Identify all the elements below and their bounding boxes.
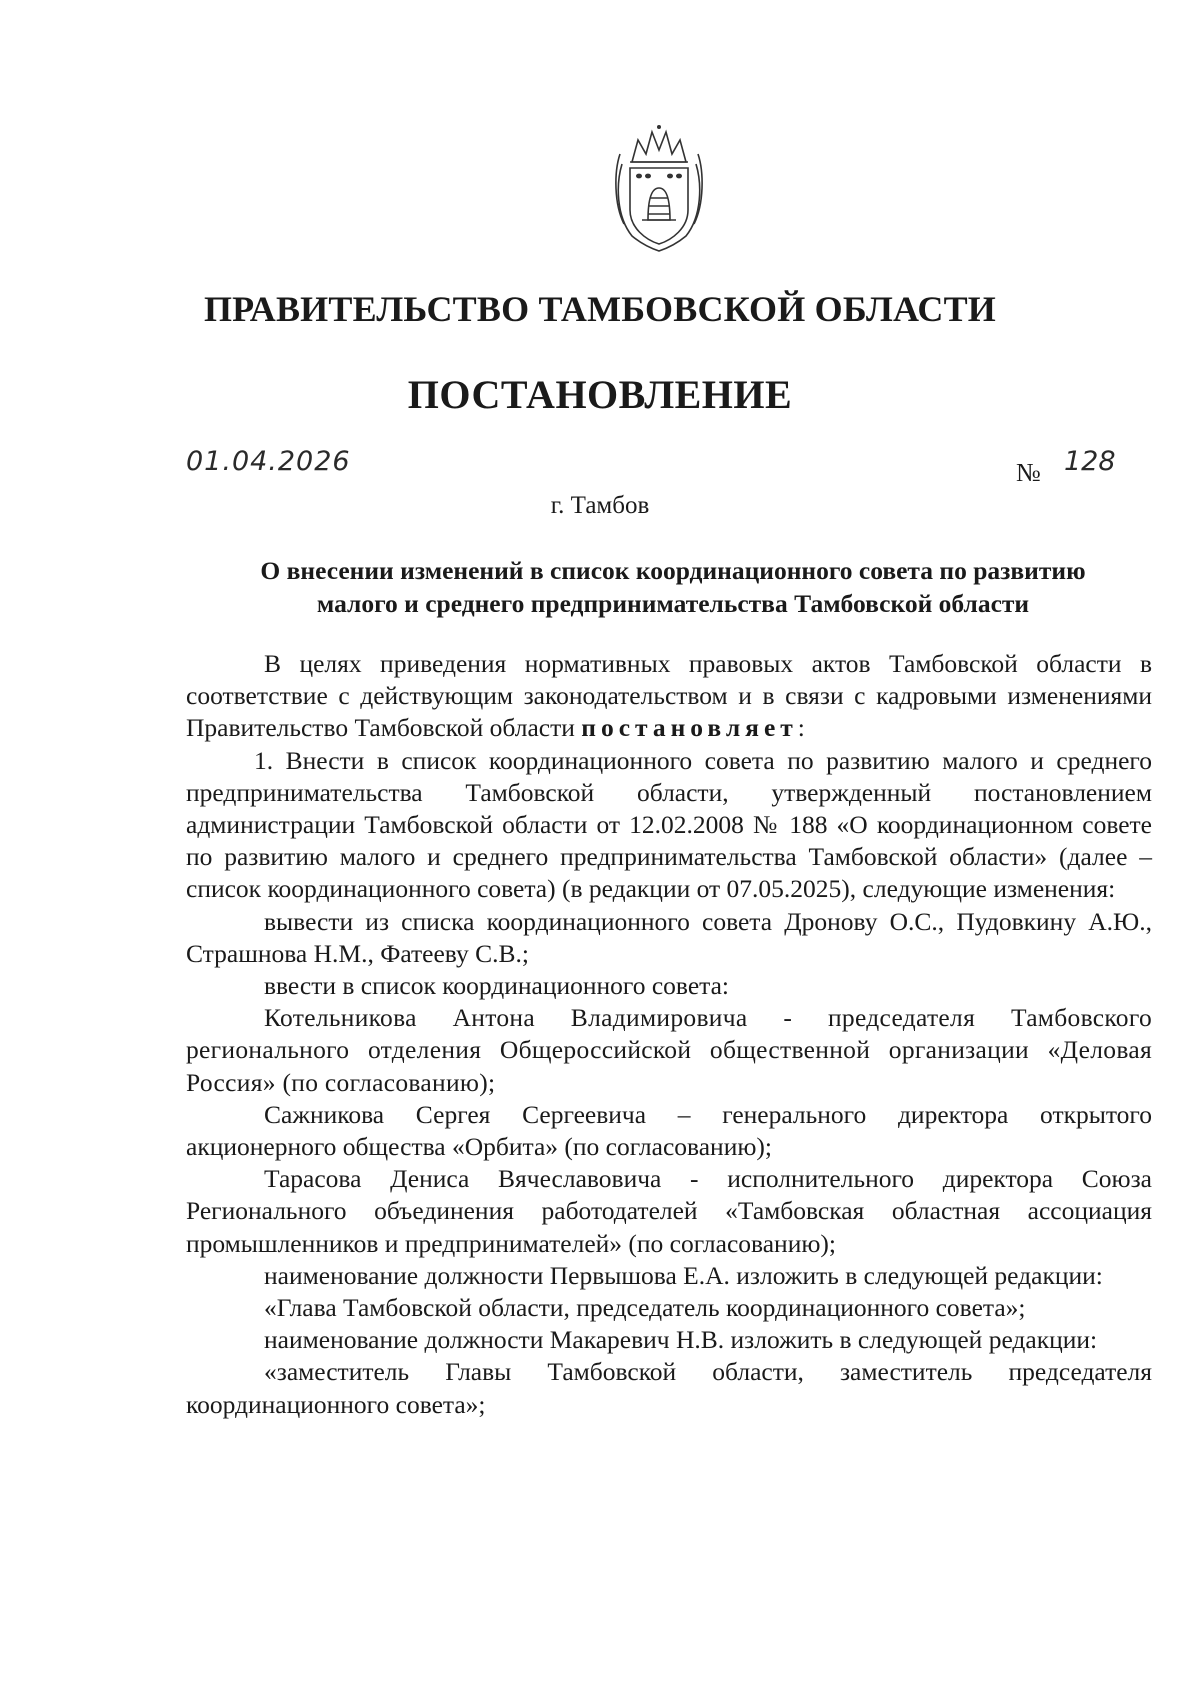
organization-title: ПРАВИТЕЛЬСТВО ТАМБОВСКОЙ ОБЛАСТИ xyxy=(203,289,997,329)
member-paragraph: Тарасова Дениса Вячеславовича - исполнительного директора Союза Регионального объединения работодателей «Тамбовская областная ассоциация промышленников и предпринимателей» (по согласованию); xyxy=(186,1164,1152,1258)
member-paragraph: Сажникова Сергея Сергеевича – генерального директора открытого акционерного общества «Орбита» (по согласованию); xyxy=(186,1099,1152,1162)
resolves-punct: : xyxy=(797,713,805,743)
document-body xyxy=(186,648,1152,1421)
position-text-paragraph: «заместитель Главы Тамбовской области, заместитель председателя координационного совета»; xyxy=(186,1357,1152,1419)
resolves-word: постановляет xyxy=(581,713,798,743)
member-paragraph: Котельникова Антона Владимировича - председателя Тамбовского регионального отделения Общероссийской общественной организации «Деловая Россия» (по согласованию); xyxy=(186,1003,1152,1097)
preamble-paragraph xyxy=(186,648,1152,745)
position-text-paragraph: «Глава Тамбовской области, председатель координационного совета»; xyxy=(264,1293,1026,1323)
subject-line: О внесении изменений в список координационного совета по развитию xyxy=(260,556,1086,585)
document-type: ПОСТАНОВЛЕНИЕ xyxy=(407,372,793,417)
subject-line: малого и среднего предпринимательства Тамбовской области xyxy=(316,589,1030,618)
add-intro-paragraph: ввести в список координационного совета: xyxy=(264,971,729,1001)
coat-of-arms-icon xyxy=(612,124,706,252)
position-change-paragraph: наименование должности Первышова Е.А. изложить в следующей редакции: xyxy=(264,1260,1103,1290)
position-change-paragraph: наименование должности Макаревич Н.В. изложить в следующей редакции: xyxy=(264,1325,1098,1355)
item-paragraph: 1. Внести в список координационного совета по развитию малого и среднего предпринимательства Тамбовской области, утвержденный постановлением администрации Тамбовской области от 12.02.2008 № 188 «О координационном совете по развитию малого и среднего предпринимательства Тамбовской области» (далее – список координационного совета) (в редакции от 07.05.2025), следующие изменения: xyxy=(186,745,1152,904)
preamble-text: В целях приведения нормативных правовых актов Тамбовской области в соответствие с действующим законодательством и в связи с кадровыми изменениями Правительство Тамбовской области xyxy=(186,649,1152,743)
document-number: 128 xyxy=(1064,446,1116,477)
city: г. Тамбов xyxy=(550,492,650,519)
number-sign: № xyxy=(1016,458,1041,487)
remove-paragraph: вывести из списка координационного совета Дронову О.С., Пудовкину А.Ю., Страшнова Н.М., Фатееву С.В.; xyxy=(186,906,1152,968)
document-date: 01.04.2026 xyxy=(186,446,351,477)
document-subject xyxy=(186,554,1160,620)
